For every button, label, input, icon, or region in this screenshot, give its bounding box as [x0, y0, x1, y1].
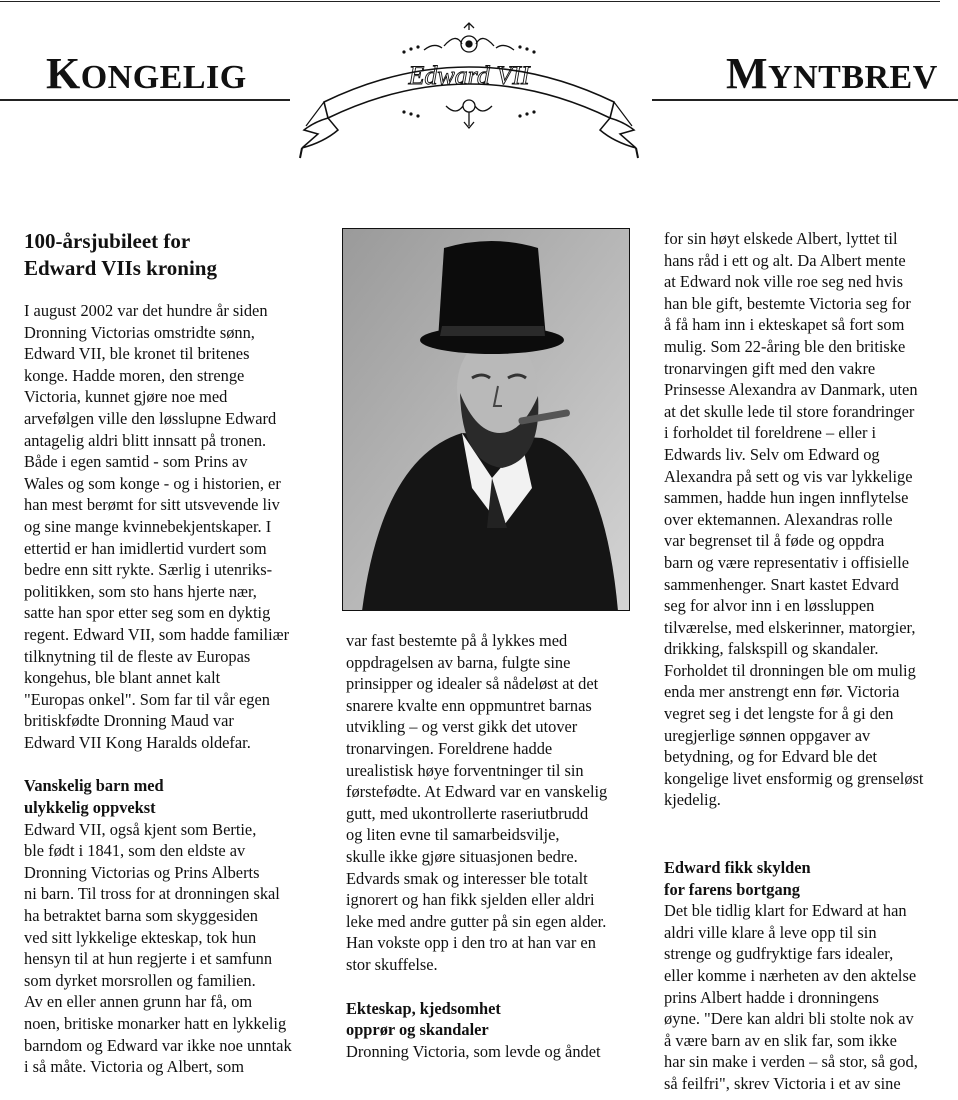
blame-paragraph: Det ble tidlig klart for Edward at han aldri ville klare å leve opp til sin strenge og gudfryktige fars idealer, eller komme i nærheten av den aktelse prins Albert hadde i dronningens øyne. "Dere kan aldri bli stolte nok av å være barn av en slik far, som ikke har sin make i verden – så stor, så god, så feilfri", skrev Victoria i et av sine: [664, 901, 918, 1093]
header-right-rule: [652, 99, 958, 101]
childhood-paragraph: Edward VII, også kjent som Bertie, ble født i 1841, som den eldste av Dronning Victorias og Prins Alberts ni barn. Til tross for at dronningen skal ha betraktet barna som skyggesiden ved sitt lykkelige ekteskap, tok hun hensyn til at hun regjerte i et samfunn som dyrket morsrollen og familien. Av en eller annen grunn har få, om noen, britiske monarker hatt en lykkelig barndom og Edward var ikke noe unntak i så måte. Victoria og Albert, som: [24, 819, 292, 1077]
header-right-word: MYNTBREV: [726, 49, 938, 98]
marriage-paragraph-continued: for sin høyt elskede Albert, lyttet til hans råd i ett og alt. Da Albert mente at Edward nok ville roe seg ned hvis han ble gift, bestemte Victoria seg for å få ham inn i ekteskapet så fort som mulig. Som 22-åring ble den britiske tronarvingen gift med den vakre Prinsesse Alexandra av Danmark, uten at det skulle lede til store forandringer i forholdet til foreldrene – eller i Edwards liv. Selv om Edward og Alexandra på sett og vis var lykkelige sammen, hadde hun ingen innflytelse over ektemannen. Alexandras rolle var begrenset til å føde og oppdra barn og være representativ i offisielle sammenhenger. Snart kastet Edvard seg for alvor inn i en løssluppen tilværelse, med elskerinner, matorgier, drikking, falskspill og skandaler. Forholdet til dronningen ble om mulig enda mer anstrengt enn før. Victoria vegret seg i det lengste for å gi den uregjerlige sønnen oppgaver av betydning, og for Edvard ble det kongelige livet ensformig og grenseløst kjedelig.: [664, 229, 924, 810]
column-3: [664, 228, 954, 1095]
column-2: [346, 630, 636, 1062]
intro-paragraph: I august 2002 var det hundre år siden Dronning Victorias omstridte sønn, Edward VII, ble kronet til britenes konge. Hadde moren, den strenge Victoria, kunnet gjøre noe med arvefølgen ville den løsslupne Edward antagelig aldri blitt innsatt på tronen. Både i egen samtid - som Prins av Wales og som konge - og i historien, er han mest berømt for sitt utsvevende liv og sine mange kvinnebekjentskaper. I ettertid er han imidlertid vurdert som bedre enn sitt rykte. Særlig i utenriks- politikken, som sto hans hjerte nær, satte han spor etter seg som en dyktig regent. Edward VII, som hadde familiær tilknytning til de fleste av Europas kongehus, ble blant annet kalt "Europas onkel". Som far til vår egen britiskfødte Dronning Maud var Edward VII Kong Haralds oldefar.: [24, 301, 290, 752]
header-left-rule: [0, 99, 290, 101]
header-left-word: KONGELIG: [46, 49, 247, 98]
top-border-line: [0, 1, 940, 2]
ribbon-banner-emblem: [294, 22, 644, 162]
edward-vii-portrait-photo: [342, 228, 630, 611]
banner-script-text: Edward VII: [408, 61, 530, 90]
article-title: 100-årsjubileet for Edward VIIs kroning: [24, 229, 217, 280]
column-1: [24, 228, 324, 1078]
marriage-paragraph-start: Dronning Victoria, som levde og åndet: [346, 1041, 601, 1061]
upbringing-paragraph: var fast bestemte på å lykkes med oppdragelsen av barna, fulgte sine prinsipper og idealer så nådeløst at det snarere kvalte enn oppmuntret barnas utvikling – og verst gikk det utover tronarvingen. Foreldrene hadde urealistisk høye forventninger til sin førstefødte. At Edward var en vanskelig gutt, med ukontrollerte raseriutbrudd og liten evne til samarbeidsvilje, skulle ikke gjøre situasjonen bedre. Edvards smak og interesser ble totalt ignorert og han fikk sjelden eller aldri leke med andre gutter på sin egen alder. Han vokste opp i den tro at han var en stor skuffelse.: [346, 631, 608, 974]
banner-top-ornament: [424, 23, 514, 52]
section-heading-marriage: Ekteskap, kjedsomhet opprør og skandaler: [346, 998, 501, 1040]
section-heading-childhood: Vanskelig barn med ulykkelig oppvekst: [24, 776, 164, 818]
banner-bottom-ornament: [446, 100, 492, 128]
section-heading-blame: Edward fikk skylden for farens bortgang: [664, 858, 811, 899]
